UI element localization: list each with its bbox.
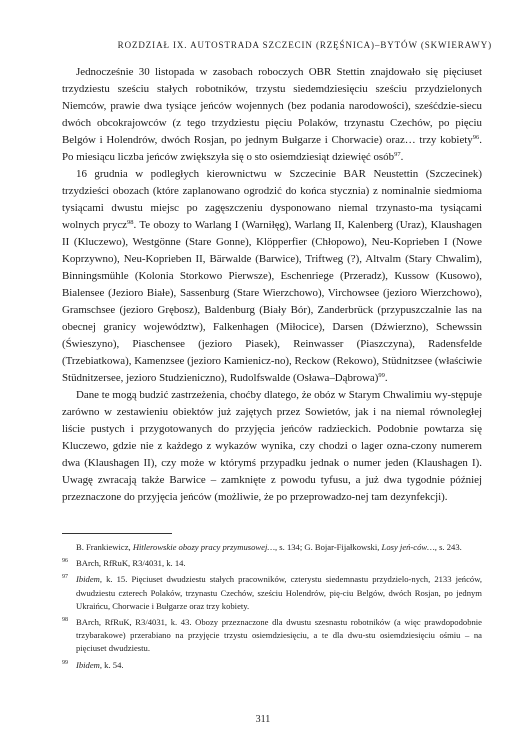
footnote-number: 96 (62, 558, 68, 565)
footnote-continuation-title-b: Losy jeń-ców… (381, 542, 435, 552)
footnote-99 (62, 659, 482, 672)
paragraph-2-text-a: 16 grudnia w podległych kierownictwu w Szczecinie BAR Neustettin (Szczecinek) trzydzieści obozach (które zaplanowano ogrodzić do końca stycznia) z nominalnie siedmioma tysiącami dwustu miejsc po zagęszczeniu dysponowano niemal trzynasto-ma tysiącami wolnych prycz (62, 168, 482, 231)
footnote-continuation (62, 541, 482, 554)
footnote-continuation-title-a: Hitlerowskie obozy pracy przymusowej… (132, 542, 275, 552)
footnote-98 (62, 616, 482, 656)
footnote-number: 97 (62, 574, 68, 581)
footnote-ref-98[interactable]: 98 (127, 219, 134, 226)
paragraph-1 (62, 64, 482, 166)
footnote-text: , k. 15. Pięciuset dwudziestu stałych pracowników, czterystu siedemnastu przydzielo-nych, 2133 jeńców, dwudziestu czterech Polaków, trzynastu Czechów, sześciu Holendrów, pię-ciu Belgów, dwóch Rosjan, po jednym Ukraińcu, Chorwacie i Bułgarze oraz trzy kobiety. (76, 574, 482, 611)
paragraph-1-text-b: . Po miesiącu liczba jeńców zwiększyła się o sto osiemdziesiąt dziewięć osób (62, 134, 482, 163)
footnote-text: BArch, RfRuK, R3/4031, k. 43. Obozy przeznaczone dla dwustu szesnastu robotników (a więc prawdopodobnie trzybarakowe) przerabiano na przyjęcie trzystu osiemdziesięciu, a te dla dwu-stu osiemdziesięciu ośmiu – na pięciuset dwudziestu. (76, 617, 482, 654)
page-number: 311 (255, 714, 271, 725)
paragraph-1-text-c: . (400, 151, 404, 163)
paragraph-1-text-a: Jednocześnie 30 listopada w zasobach roboczych OBR Stettin znajdowało się pięciuset trzydziestu sześciu stałych robotników, trzystu siedemdziesięciu sześciu przydzielonych Niemców, prawie dwa tysiące jeńców wojennych (bez podania narodowości), sześćdzie-siecu dwóch obcokrajowców (z tego trzydziestu pięciu Polaków, trzynastu Czechów, po pięciu Belgów i Holendrów, dwóch Rosjan, po jednym Bułgarze i Chorwacie) oraz… trzy kobiety (62, 66, 482, 146)
footnote-continuation-text-b: , s. 134; G. Bojar-Fijałkowski, (275, 542, 382, 552)
footnotes (62, 541, 482, 675)
footnote-italic: Ibidem (76, 659, 100, 670)
footnote-continuation-text-a: B. Frankiewicz, (76, 542, 133, 552)
footnote-ref-96[interactable]: 96 (472, 134, 480, 141)
footnote-text: BArch, RfRuK, R3/4031, k. 14. (76, 558, 186, 569)
footnote-97 (62, 573, 482, 613)
footnote-number: 98 (62, 617, 68, 624)
footnote-continuation-text-c: , s. 243. (434, 542, 462, 552)
footnote-ref-99[interactable]: 99 (378, 372, 385, 379)
footnote-96 (62, 557, 482, 570)
footnote-text: , k. 54. (99, 659, 124, 670)
paragraph-2 (62, 166, 482, 387)
main-text (62, 64, 482, 506)
paragraph-2-text-c: . (384, 372, 388, 384)
paragraph-2-text-b: . Te obozy to Warlang I (Warniłęg), Warlang II, Kalenberg (Uraz), Klaushagen II (Kluczewo), Westgönne (Stare Gonne), Klöpperfier (Chłopowo), Neu-Koprieben I (Nowe Koprzywno), Neu-Koprieben II, Bärwalde (Barwice), Triftweg (?), Altvalm (Stary Chwalim), Binningsmühle (Kolonia Storkowo Pierwsze), Eschenriege (Przeradz), Kussow (Kusowo), Bialensee (Jezioro Białe), Sassenburg (Stare Wierzchowo), Virchowsee (jezioro Wierzchowo), Gramschsee (jezioro Grębosz), Baldenburg (Biały Bór), Zanderbrück (przypuszczalnie las na obecnej granicy województw), Falkenhagen (Miłocice), Darsen (Dźwierzno), Schewssin (Świeszyno), Piaschensee (jezioro Piasek), Reinwasser (Piaszczyna), Radensfelde (Trzebiatkowa), Kamenzsee (jezioro Kamienicz-no), Reckow (Rekowo), Stüdnitzsee (właściwie Stüdnitzersee, jezioro Studzieniczno), Rudolfswalde (Osława–Dąbrowa) (62, 219, 482, 384)
footnote-ref-97[interactable]: 97 (394, 151, 401, 158)
running-head: ROZDZIAŁ IX. AUTOSTRADA SZCZECIN (RZĘŚNICA)–BYTÓW (SKWIERAWY) (117, 40, 492, 50)
footnote-number: 99 (62, 659, 68, 666)
paragraph-3: Dane te mogą budzić zastrzeżenia, choćby dlatego, że obóz w Starym Chwalimiu wy-stępuje zarówno w zestawieniu obiektów już zajętych przez Sowietów, jak i na niemal równoległej liście pustych i przygotowanych do przyjęcia jeńców radzieckich. Podobnie powtarza się Kluczewo, gdzie nie z każdego z wykazów wynika, czy chodzi o lager ozna-czony numerem dwa (Klaushagen II), czy może w którymś przypadku jednak o numer jeden (Klaushagen I). Uwagę zwracają także Barwice – zamknięte z powodu tyfusu, a już dwa tygodnie później przeznaczone do przyjęcia jeńców (możliwie, że po przeprowadzo-nej tam dezynfekcji). (62, 389, 482, 503)
footnote-separator (62, 533, 172, 534)
footnote-italic: Ibidem (76, 574, 100, 585)
